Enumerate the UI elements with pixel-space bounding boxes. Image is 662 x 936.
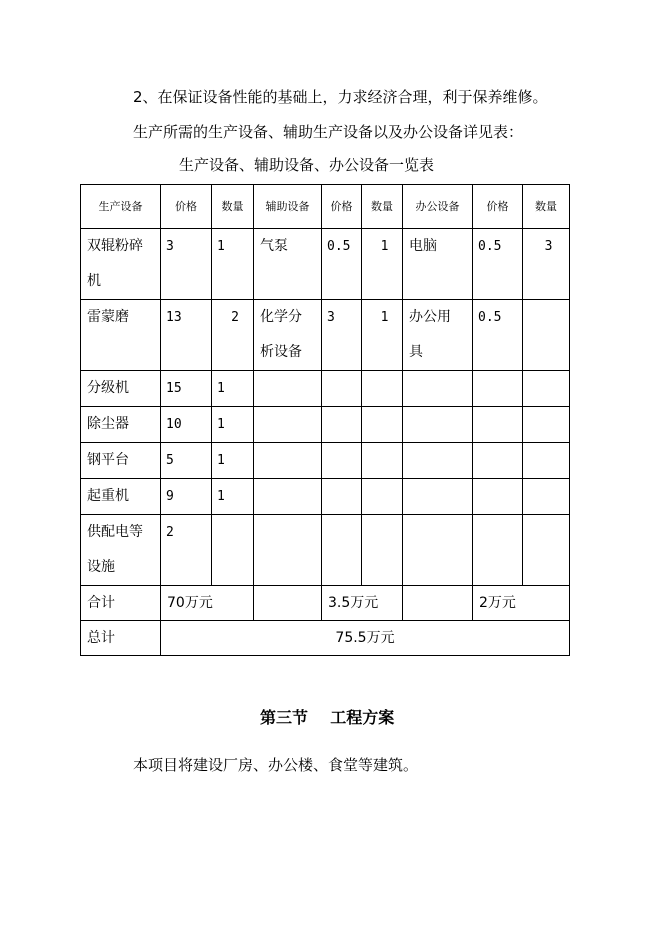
table-row — [81, 229, 570, 300]
qty-cell: 1 — [212, 371, 254, 407]
aux-cell: 气泵 — [254, 229, 322, 300]
header-aux-qty: 数量 — [362, 185, 403, 229]
header-aux-equipment: 辅助设备 — [254, 185, 322, 229]
intro-line-1: 2、在保证设备性能的基础上，力求经济合理，利于保养维修。 — [133, 88, 548, 106]
grand-total: 75.5万元 — [161, 621, 570, 656]
total-label: 总计 — [81, 621, 161, 656]
office-subtotal: 2万元 — [473, 586, 570, 621]
prod-cell: 钢平台 — [81, 443, 161, 479]
header-prod-price: 价格 — [161, 185, 212, 229]
qty-cell — [212, 515, 254, 586]
table-row — [81, 407, 570, 443]
price-cell: 10 — [161, 407, 212, 443]
qty-cell: 1 — [212, 407, 254, 443]
price-cell: 13 — [161, 300, 212, 371]
price-cell: 9 — [161, 479, 212, 515]
subtotal-row — [81, 586, 570, 621]
table-row — [81, 300, 570, 371]
subtotal-label: 合计 — [81, 586, 161, 621]
header-aux-price: 价格 — [322, 185, 362, 229]
table-row — [81, 443, 570, 479]
aux-price-cell: 3 — [322, 300, 362, 371]
qty-cell: 1 — [212, 229, 254, 300]
aux-price-cell: 0.5 — [322, 229, 362, 300]
price-cell: 2 — [161, 515, 212, 586]
office-price-cell: 0.5 — [473, 229, 523, 300]
aux-cell: 化学分 析设备 — [254, 300, 322, 371]
prod-subtotal: 70万元 — [161, 586, 254, 621]
header-office-equipment: 办公设备 — [403, 185, 473, 229]
qty-cell: 1 — [212, 479, 254, 515]
aux-subtotal: 3.5万元 — [322, 586, 403, 621]
aux-qty-cell: 1 — [362, 300, 403, 371]
office-price-cell: 0.5 — [473, 300, 523, 371]
prod-cell: 雷蒙磨 — [81, 300, 161, 371]
header-prod-equipment: 生产设备 — [81, 185, 161, 229]
office-cell: 电脑 — [403, 229, 473, 300]
prod-cell: 供配电等 设施 — [81, 515, 161, 586]
table-row — [81, 371, 570, 407]
qty-cell: 2 — [212, 300, 254, 371]
table-row — [81, 515, 570, 586]
table-row — [81, 479, 570, 515]
aux-qty-cell: 1 — [362, 229, 403, 300]
prod-cell: 起重机 — [81, 479, 161, 515]
table-caption: 生产设备、辅助设备、办公设备一览表 — [179, 156, 435, 174]
header-office-price: 价格 — [473, 185, 523, 229]
price-cell: 5 — [161, 443, 212, 479]
office-qty-cell: 3 — [523, 229, 570, 300]
intro-line-2: 生产所需的生产设备、辅助生产设备以及办公设备详见表： — [133, 123, 524, 141]
table-header-row — [81, 185, 570, 229]
prod-cell: 分级机 — [81, 371, 161, 407]
price-cell: 15 — [161, 371, 212, 407]
prod-cell: 双辊粉碎 机 — [81, 229, 161, 300]
section-heading: 第三节 工程方案 — [260, 708, 395, 727]
price-cell: 3 — [161, 229, 212, 300]
header-prod-qty: 数量 — [212, 185, 254, 229]
header-office-qty: 数量 — [523, 185, 570, 229]
equipment-table — [80, 184, 570, 656]
office-cell: 办公用 具 — [403, 300, 473, 371]
prod-cell: 除尘器 — [81, 407, 161, 443]
section-body: 本项目将建设厂房、办公楼、食堂等建筑。 — [133, 756, 419, 774]
qty-cell: 1 — [212, 443, 254, 479]
office-qty-cell — [523, 300, 570, 371]
total-row — [81, 621, 570, 656]
